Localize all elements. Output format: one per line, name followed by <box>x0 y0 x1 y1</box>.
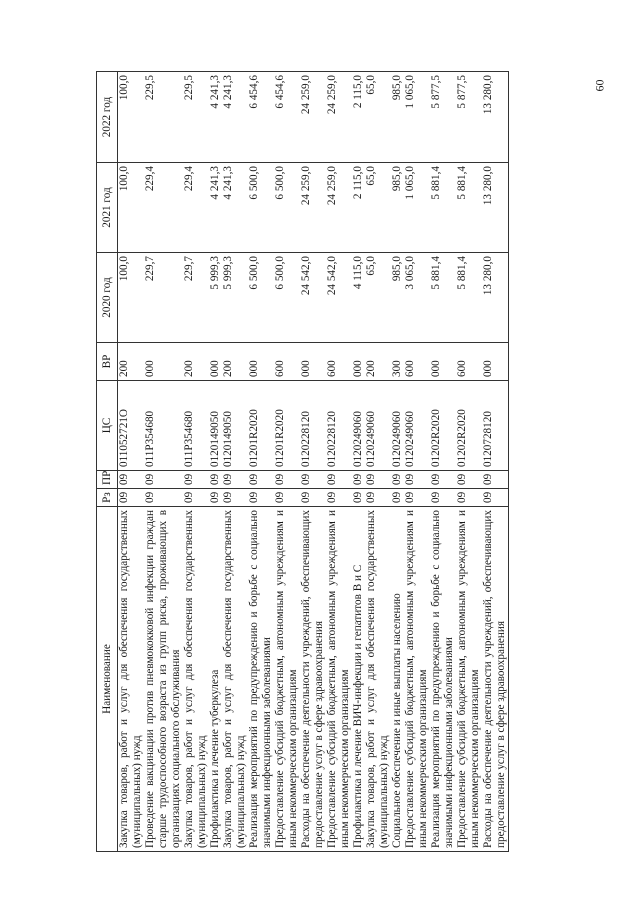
cell-name: Проведение вакцинации против пневмококковой инфекции граждан старше трудоспособного возраста из групп риска, проживающих в организациях социального обслуживания <box>144 507 183 852</box>
cell-vr: 000 <box>209 343 222 381</box>
cell-y2020: 229,7 <box>183 253 209 343</box>
cell-rz: 09 <box>391 489 404 507</box>
cell-pr: 09 <box>391 471 404 489</box>
cell-vr: 200 <box>222 343 248 381</box>
cell-pr: 09 <box>352 471 365 489</box>
cell-y2020: 5 881,4 <box>456 253 482 343</box>
table-row <box>365 72 391 852</box>
cell-name: Закупка товаров, работ и услуг для обеспечения государственных (муниципальных) нужд <box>118 507 145 852</box>
cell-pr: 09 <box>300 471 326 489</box>
cell-name: Закупка товаров, работ и услуг для обеспечения государственных (муниципальных) нужд <box>183 507 209 852</box>
cell-y2021: 6 500,0 <box>274 163 300 253</box>
header-2022: 2022 год <box>97 72 118 163</box>
cell-y2021: 4 241,3 <box>222 163 248 253</box>
cell-y2021: 4 241,3 <box>209 163 222 253</box>
table-row <box>118 72 145 852</box>
cell-cs: 01201R2020 <box>274 381 300 471</box>
cell-pr: 09 <box>365 471 391 489</box>
table-row <box>326 72 352 852</box>
cell-y2020: 5 999,3 <box>222 253 248 343</box>
cell-y2021: 5 881,4 <box>430 163 456 253</box>
cell-y2020: 6 500,0 <box>248 253 274 343</box>
cell-cs: 0120728120 <box>482 381 509 471</box>
cell-pr: 09 <box>274 471 300 489</box>
cell-pr: 09 <box>326 471 352 489</box>
cell-cs: 011Р354680 <box>144 381 183 471</box>
cell-y2021: 65,0 <box>365 163 391 253</box>
cell-rz: 09 <box>222 489 248 507</box>
cell-y2021: 229,4 <box>144 163 183 253</box>
cell-y2020: 4 115,0 <box>352 253 365 343</box>
cell-vr: 200 <box>183 343 209 381</box>
header-vr: ВР <box>97 343 118 381</box>
table-row <box>274 72 300 852</box>
cell-vr: 200 <box>118 343 145 381</box>
table-row <box>222 72 248 852</box>
cell-y2020: 5 999,3 <box>209 253 222 343</box>
cell-cs: 0120249060 <box>365 381 391 471</box>
cell-cs: 0120249060 <box>404 381 430 471</box>
cell-name: Профилактика и лечение туберкулеза <box>209 507 222 852</box>
cell-cs: 011052721О <box>118 381 145 471</box>
cell-y2022: 229,5 <box>183 72 209 163</box>
cell-y2022: 24 259,0 <box>300 72 326 163</box>
cell-cs: 011Р354680 <box>183 381 209 471</box>
page-number: 60 <box>592 79 607 92</box>
cell-name: Закупка товаров, работ и услуг для обеспечения государственных (муниципальных) нужд <box>222 507 248 852</box>
cell-vr: 600 <box>404 343 430 381</box>
cell-y2022: 100,0 <box>118 72 145 163</box>
cell-y2022: 65,0 <box>365 72 391 163</box>
table-row <box>391 72 404 852</box>
cell-cs: 0120228120 <box>300 381 326 471</box>
cell-y2021: 1 065,0 <box>404 163 430 253</box>
cell-name: Закупка товаров, работ и услуг для обеспечения государственных (муниципальных) нужд <box>365 507 391 852</box>
cell-vr: 000 <box>300 343 326 381</box>
cell-name: Расходы на обеспечение деятельности учреждений, обеспечивающих предоставление услуг в сфере здравоохранения <box>300 507 326 852</box>
header-2020: 2020 год <box>97 253 118 343</box>
table-row <box>183 72 209 852</box>
table-header <box>97 72 118 852</box>
table-row <box>352 72 365 852</box>
table-row <box>209 72 222 852</box>
cell-rz: 09 <box>183 489 209 507</box>
cell-name: Профилактика и лечение ВИЧ-инфекции и гепатитов В и С <box>352 507 365 852</box>
cell-y2022: 6 454,6 <box>274 72 300 163</box>
cell-vr: 000 <box>144 343 183 381</box>
table-row <box>404 72 430 852</box>
cell-y2020: 6 500,0 <box>274 253 300 343</box>
table-body <box>118 72 509 852</box>
cell-y2022: 229,5 <box>144 72 183 163</box>
cell-cs: 01202R2020 <box>430 381 456 471</box>
cell-cs: 0120249060 <box>391 381 404 471</box>
table-row <box>144 72 183 852</box>
cell-pr: 09 <box>456 471 482 489</box>
cell-y2022: 4 241,3 <box>209 72 222 163</box>
header-2021: 2021 год <box>97 163 118 253</box>
cell-vr: 600 <box>326 343 352 381</box>
cell-name: Социальное обеспечение и иные выплаты населению <box>391 507 404 852</box>
cell-y2021: 2 115,0 <box>352 163 365 253</box>
header-rz: Рз <box>97 489 118 507</box>
cell-vr: 300 <box>391 343 404 381</box>
cell-rz: 09 <box>456 489 482 507</box>
cell-rz: 09 <box>365 489 391 507</box>
cell-rz: 09 <box>326 489 352 507</box>
cell-pr: 09 <box>222 471 248 489</box>
cell-y2022: 13 280,0 <box>482 72 509 163</box>
budget-table <box>96 71 509 852</box>
cell-pr: 09 <box>482 471 509 489</box>
cell-y2020: 985,0 <box>391 253 404 343</box>
cell-rz: 09 <box>118 489 145 507</box>
cell-cs: 0120149050 <box>222 381 248 471</box>
cell-rz: 09 <box>430 489 456 507</box>
cell-name: Предоставление субсидий бюджетным, автономным учреждениям и иным некоммерческим организациям <box>274 507 300 852</box>
cell-vr: 000 <box>430 343 456 381</box>
header-name: Наименование <box>97 507 118 852</box>
cell-name: Реализация мероприятий по предупреждению и борьбе с социально значимыми инфекционными заболеваниями <box>248 507 274 852</box>
cell-y2022: 1 065,0 <box>404 72 430 163</box>
cell-y2022: 24 259,0 <box>326 72 352 163</box>
cell-rz: 09 <box>274 489 300 507</box>
cell-y2020: 65,0 <box>365 253 391 343</box>
cell-y2020: 5 881,4 <box>430 253 456 343</box>
cell-name: Реализация мероприятий по предупреждению и борьбе с социально значимыми инфекционными заболеваниями <box>430 507 456 852</box>
cell-vr: 600 <box>456 343 482 381</box>
cell-y2022: 6 454,6 <box>248 72 274 163</box>
cell-rz: 09 <box>144 489 183 507</box>
cell-y2020: 3 065,0 <box>404 253 430 343</box>
cell-pr: 09 <box>144 471 183 489</box>
cell-y2020: 229,7 <box>144 253 183 343</box>
cell-y2021: 6 500,0 <box>248 163 274 253</box>
table-row <box>430 72 456 852</box>
cell-rz: 09 <box>404 489 430 507</box>
cell-vr: 000 <box>482 343 509 381</box>
cell-name: Расходы на обеспечение деятельности учреждений, обеспечивающих предоставление услуг в сфере здравоохранения <box>482 507 509 852</box>
cell-y2020: 13 280,0 <box>482 253 509 343</box>
cell-y2021: 24 259,0 <box>300 163 326 253</box>
cell-y2021: 985,0 <box>391 163 404 253</box>
cell-pr: 09 <box>430 471 456 489</box>
cell-rz: 09 <box>209 489 222 507</box>
cell-y2020: 24 542,0 <box>326 253 352 343</box>
cell-pr: 09 <box>404 471 430 489</box>
cell-cs: 0120228120 <box>326 381 352 471</box>
cell-cs: 0120149050 <box>209 381 222 471</box>
table-row <box>482 72 509 852</box>
cell-rz: 09 <box>248 489 274 507</box>
cell-y2022: 985,0 <box>391 72 404 163</box>
table-row <box>248 72 274 852</box>
cell-y2021: 100,0 <box>118 163 145 253</box>
cell-name: Предоставление субсидий бюджетным, автономным учреждениям и иным некоммерческим организациям <box>326 507 352 852</box>
header-pr: ПР <box>97 471 118 489</box>
table-row <box>456 72 482 852</box>
cell-y2021: 229,4 <box>183 163 209 253</box>
cell-rz: 09 <box>300 489 326 507</box>
cell-y2022: 4 241,3 <box>222 72 248 163</box>
cell-y2020: 24 542,0 <box>300 253 326 343</box>
cell-y2022: 5 877,5 <box>456 72 482 163</box>
cell-y2021: 5 881,4 <box>456 163 482 253</box>
header-cs: ЦС <box>97 381 118 471</box>
cell-y2020: 100,0 <box>118 253 145 343</box>
cell-cs: 01202R2020 <box>456 381 482 471</box>
cell-y2022: 5 877,5 <box>430 72 456 163</box>
cell-rz: 09 <box>352 489 365 507</box>
cell-vr: 600 <box>274 343 300 381</box>
cell-pr: 09 <box>209 471 222 489</box>
cell-vr: 000 <box>352 343 365 381</box>
cell-name: Предоставление субсидий бюджетным, автономным учреждениям и иным некоммерческим организациям <box>404 507 430 852</box>
table-row <box>300 72 326 852</box>
cell-pr: 09 <box>118 471 145 489</box>
cell-y2022: 2 115,0 <box>352 72 365 163</box>
cell-rz: 09 <box>482 489 509 507</box>
cell-pr: 09 <box>183 471 209 489</box>
budget-table-container <box>96 72 576 852</box>
cell-y2021: 13 280,0 <box>482 163 509 253</box>
cell-cs: 0120249060 <box>352 381 365 471</box>
cell-vr: 200 <box>365 343 391 381</box>
cell-vr: 000 <box>248 343 274 381</box>
cell-y2021: 24 259,0 <box>326 163 352 253</box>
cell-cs: 01201R2020 <box>248 381 274 471</box>
cell-name: Предоставление субсидий бюджетным, автономным учреждениям и иным некоммерческим организациям <box>456 507 482 852</box>
cell-pr: 09 <box>248 471 274 489</box>
